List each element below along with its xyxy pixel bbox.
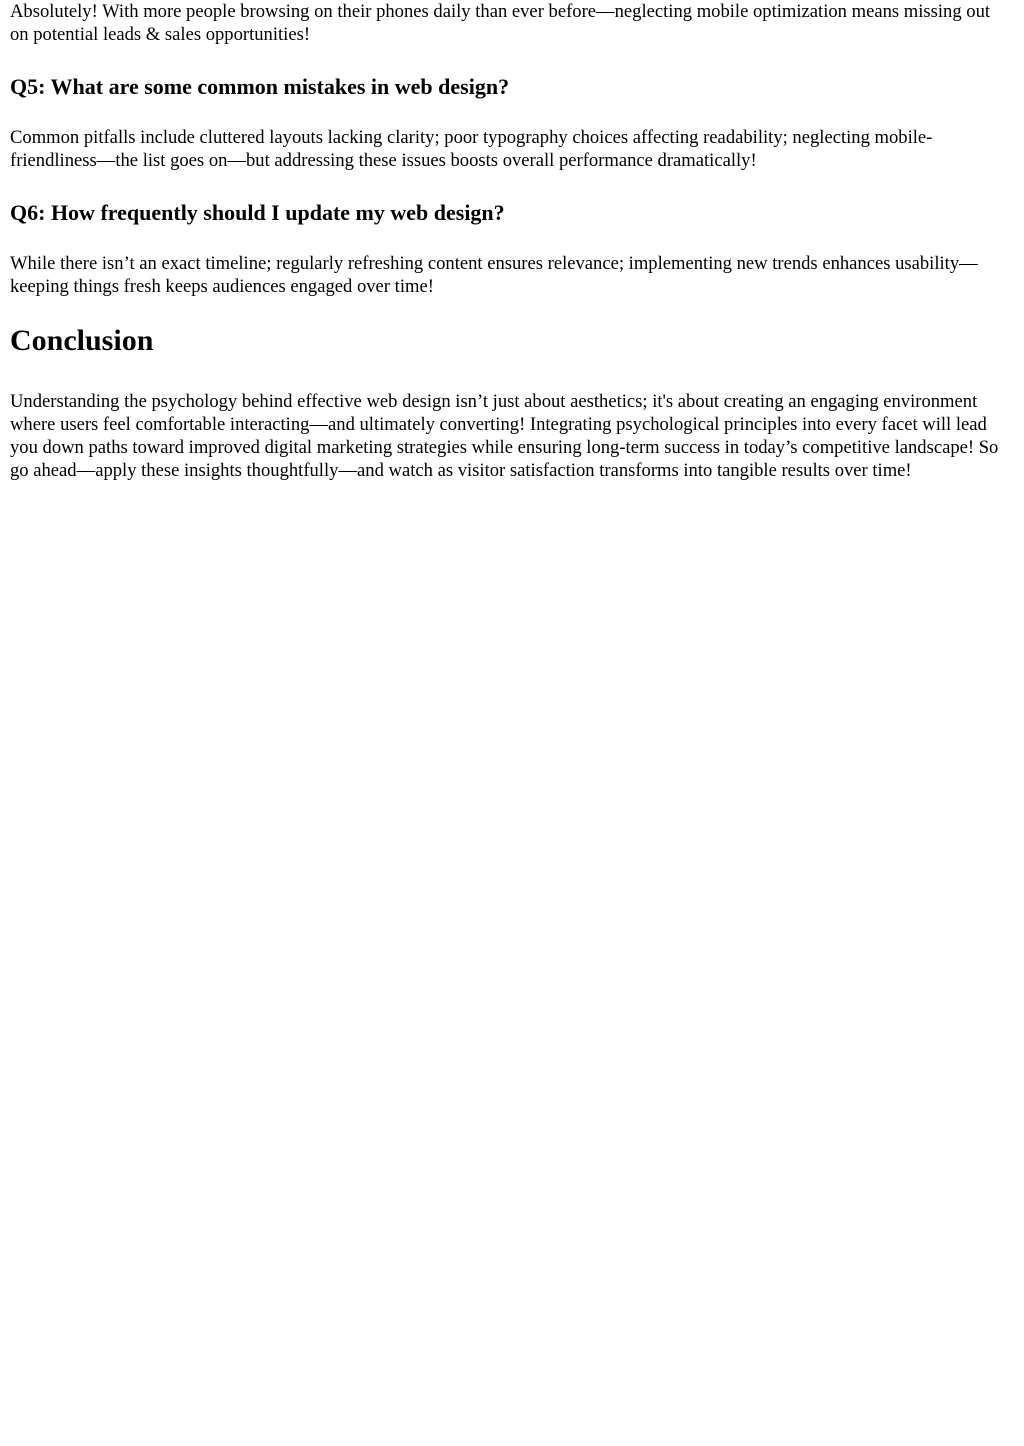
faq-answer: Common pitfalls include cluttered layouts lacking clarity; poor typography choices affecting readability; neglecting mobile-friendliness—the list goes on—but addressing these issues boosts overall performance dramatically! (10, 127, 933, 171)
conclusion-heading: Conclusion (10, 324, 154, 357)
faq-question: Q5: What are some common mistakes in web design? (10, 74, 510, 99)
faq-answer: While there isn’t an exact timeline; regularly refreshing content ensures relevance; implementing new trends enhances usability—keeping things fresh keeps audiences engaged over time! (10, 253, 978, 297)
conclusion-paragraph: Understanding the psychology behind effective web design isn’t just about aesthetics; it's about creating an engaging environment where users feel comfortable interacting—and ultimately converting! Integrating psychological principles into every facet will lead you down paths toward improved digital marketing strategies while ensuring long-term success in today’s competitive landscape! So go ahead—apply these insights thoughtfully—and watch as visitor satisfaction transforms into tangible results over time! (10, 391, 999, 481)
faq-question: Q6: How frequently should I update my web design? (10, 200, 505, 225)
faq-item-q6 (10, 200, 1012, 298)
faq-item-q5 (10, 74, 1012, 172)
intro-paragraph: Absolutely! With more people browsing on their phones daily than ever before—neglecting mobile optimization means missing out on potential leads & sales opportunities! (10, 1, 991, 45)
conclusion-section (10, 324, 1012, 482)
article-page (0, 0, 1024, 482)
